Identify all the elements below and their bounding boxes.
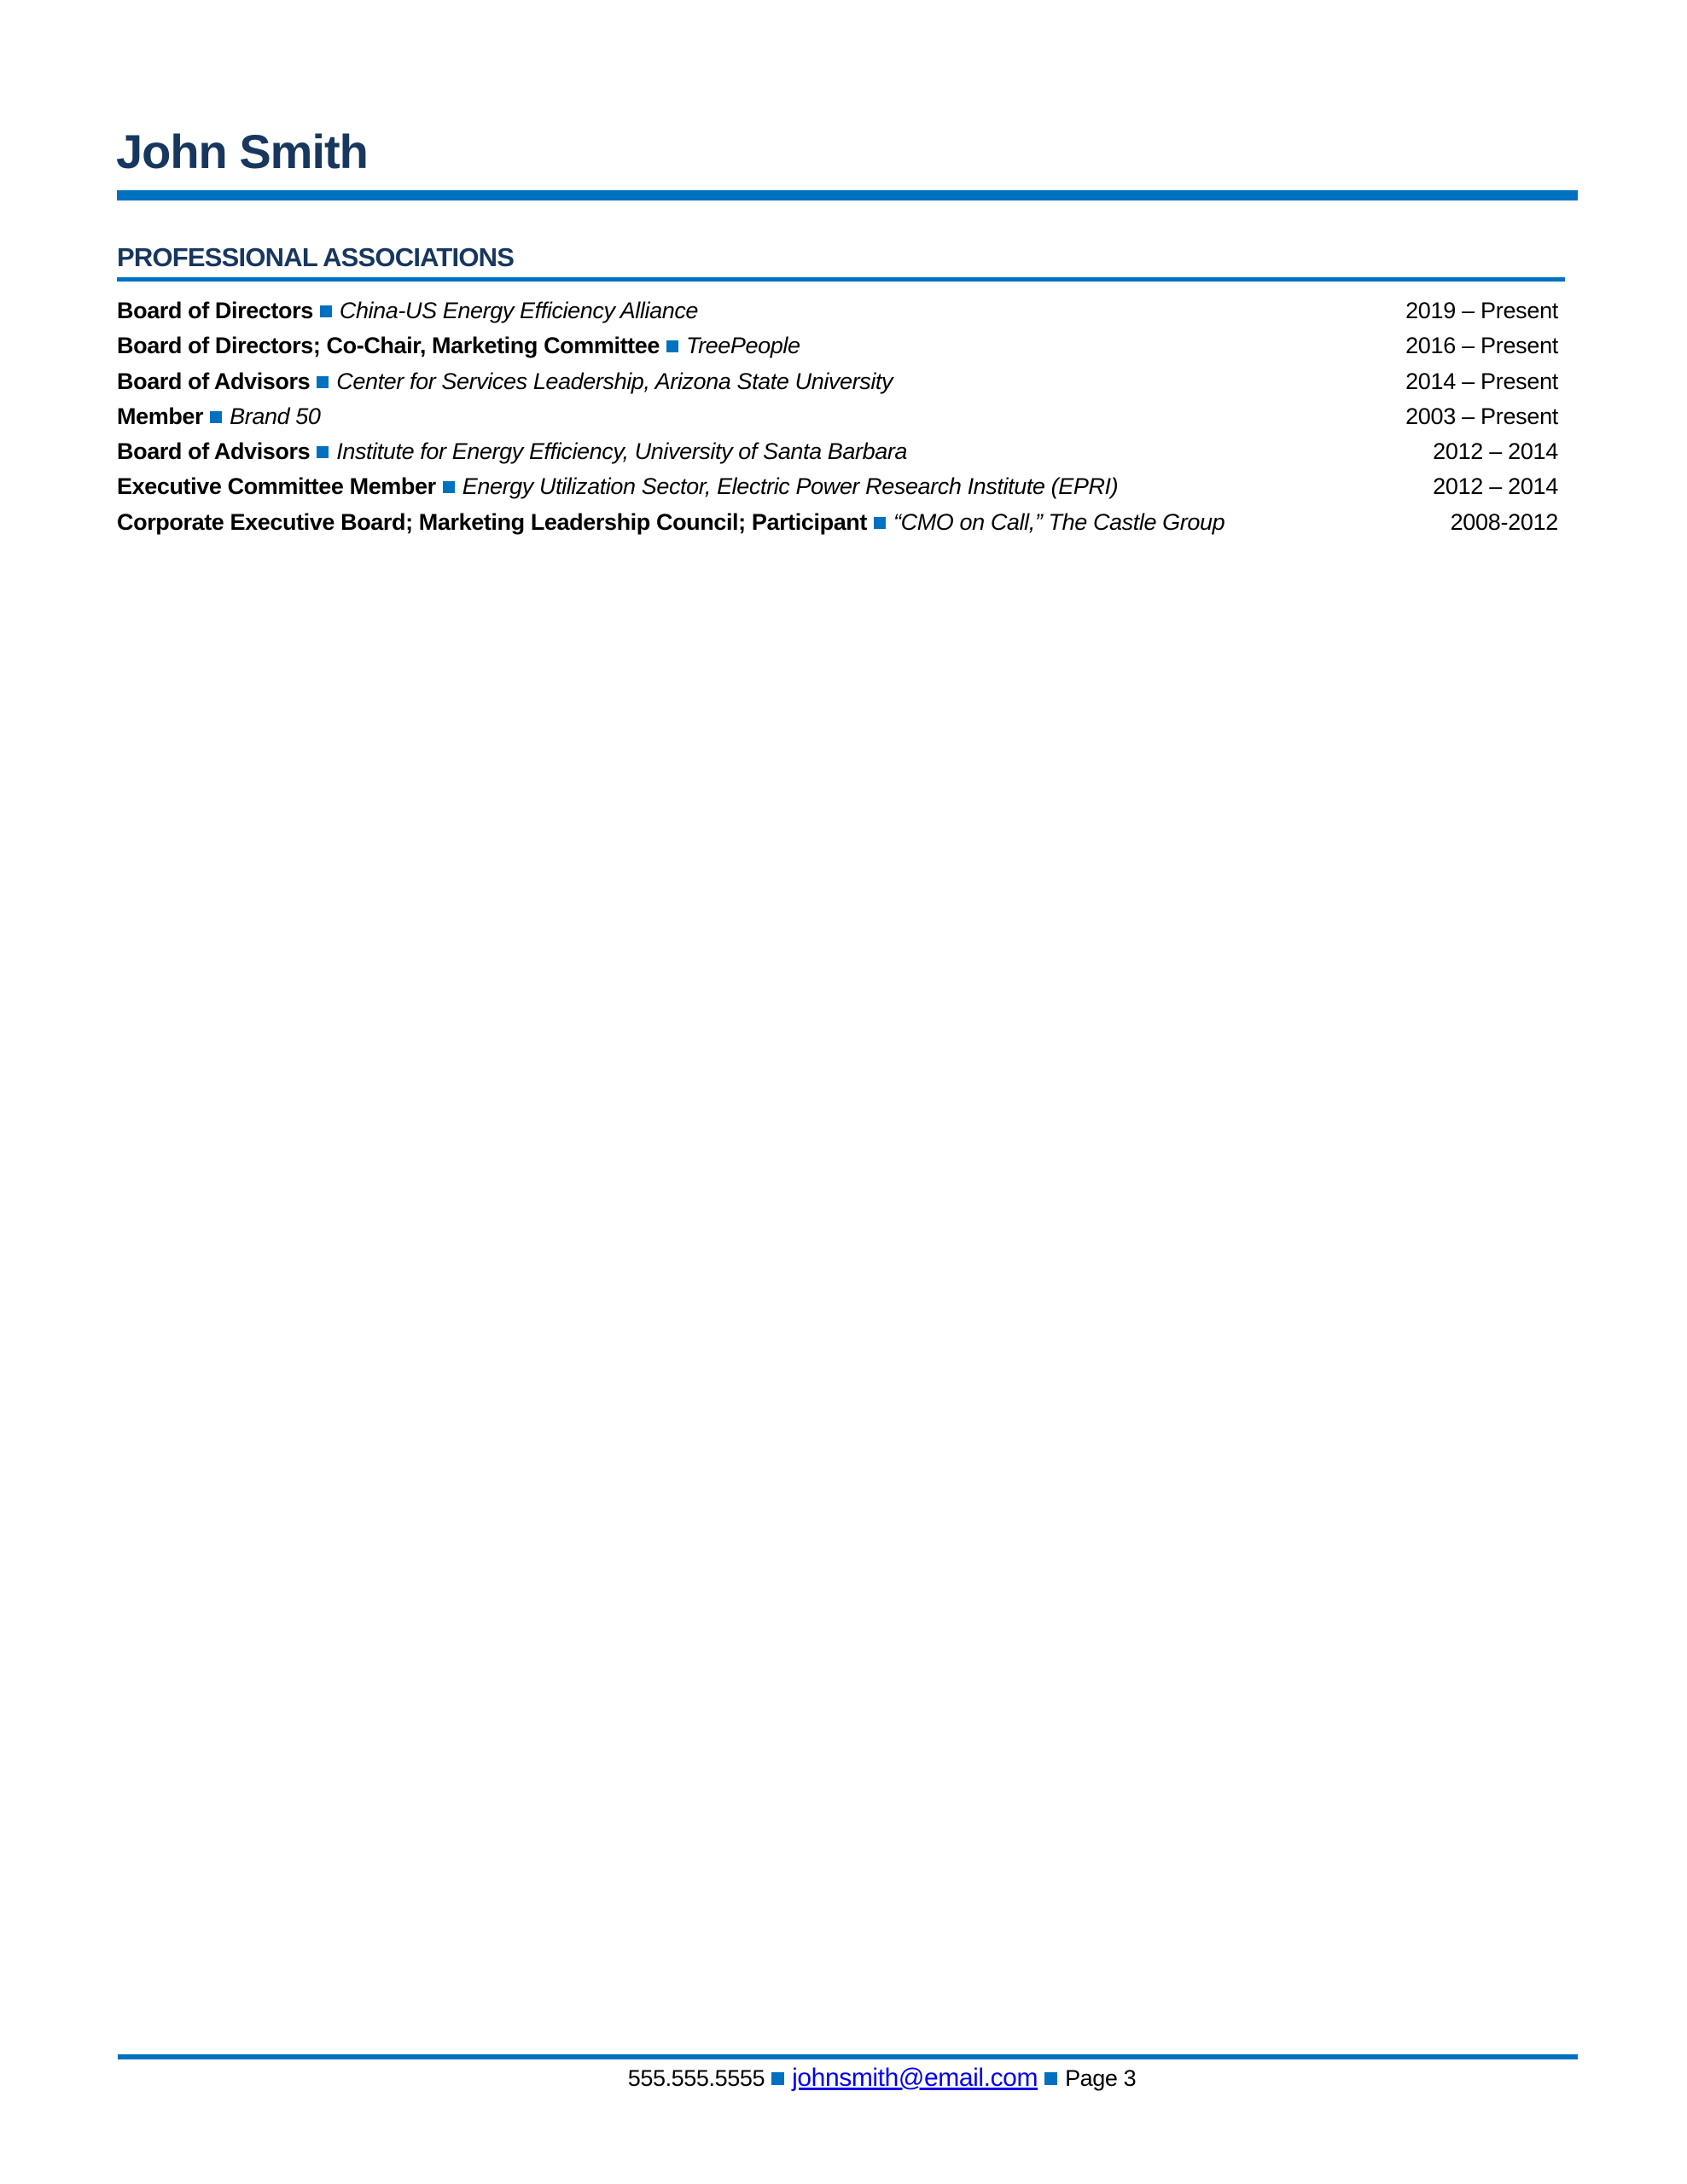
association-item [117, 330, 1558, 365]
association-item [117, 507, 1558, 542]
footer-phone: 555.555.5555 [627, 2065, 765, 2091]
square-bullet-icon [771, 2072, 784, 2085]
square-bullet-icon [210, 411, 222, 423]
association-organization: Energy Utilization Sector, Electric Power Research Institute (EPRI) [462, 473, 1119, 500]
square-bullet-icon [874, 517, 886, 529]
association-organization: TreePeople [686, 333, 800, 359]
association-dates: 2012 – 2014 [1433, 473, 1558, 500]
association-dates: 2012 – 2014 [1433, 439, 1558, 465]
association-dates: 2014 – Present [1405, 368, 1558, 394]
section-divider [117, 277, 1565, 282]
association-role: Executive Committee Member [117, 473, 436, 500]
association-item [117, 436, 1558, 471]
association-organization: “CMO on Call,” The Castle Group [893, 508, 1225, 535]
association-dates: 2016 – Present [1405, 333, 1558, 359]
section-heading-professional-associations: PROFESSIONAL ASSOCIATIONS [117, 242, 515, 272]
association-item [117, 401, 1558, 436]
associations-list [117, 295, 1558, 542]
candidate-name: John Smith [116, 125, 368, 178]
association-organization: Center for Services Leadership, Arizona State University [336, 368, 893, 394]
square-bullet-icon [666, 340, 678, 352]
footer-email-link[interactable]: johnsmith@email.com [792, 2064, 1038, 2092]
square-bullet-icon [443, 481, 455, 493]
association-organization: Institute for Energy Efficiency, University of Santa Barbara [336, 439, 908, 465]
association-role: Corporate Executive Board; Marketing Leadership Council; Participant [117, 508, 867, 535]
association-dates: 2008-2012 [1450, 508, 1558, 535]
page-footer [0, 2063, 1687, 2094]
square-bullet-icon [320, 305, 332, 317]
association-item [117, 366, 1558, 401]
association-role: Member [117, 403, 204, 429]
association-dates: 2019 – Present [1405, 298, 1558, 323]
association-role: Board of Advisors [117, 439, 311, 465]
association-dates: 2003 – Present [1405, 403, 1558, 429]
square-bullet-icon [317, 446, 329, 458]
square-bullet-icon [317, 376, 329, 388]
association-organization: Brand 50 [230, 403, 321, 429]
association-item [117, 295, 1558, 330]
association-role: Board of Directors [117, 298, 313, 323]
association-role: Board of Directors; Co-Chair, Marketing Committee [117, 333, 660, 359]
footer-divider [118, 2054, 1578, 2059]
footer-page-number: Page 3 [1065, 2065, 1137, 2091]
association-item [117, 471, 1558, 506]
association-role: Board of Advisors [117, 368, 311, 394]
association-organization: China-US Energy Efficiency Alliance [339, 298, 699, 323]
title-divider [117, 190, 1578, 200]
square-bullet-icon [1044, 2072, 1057, 2085]
